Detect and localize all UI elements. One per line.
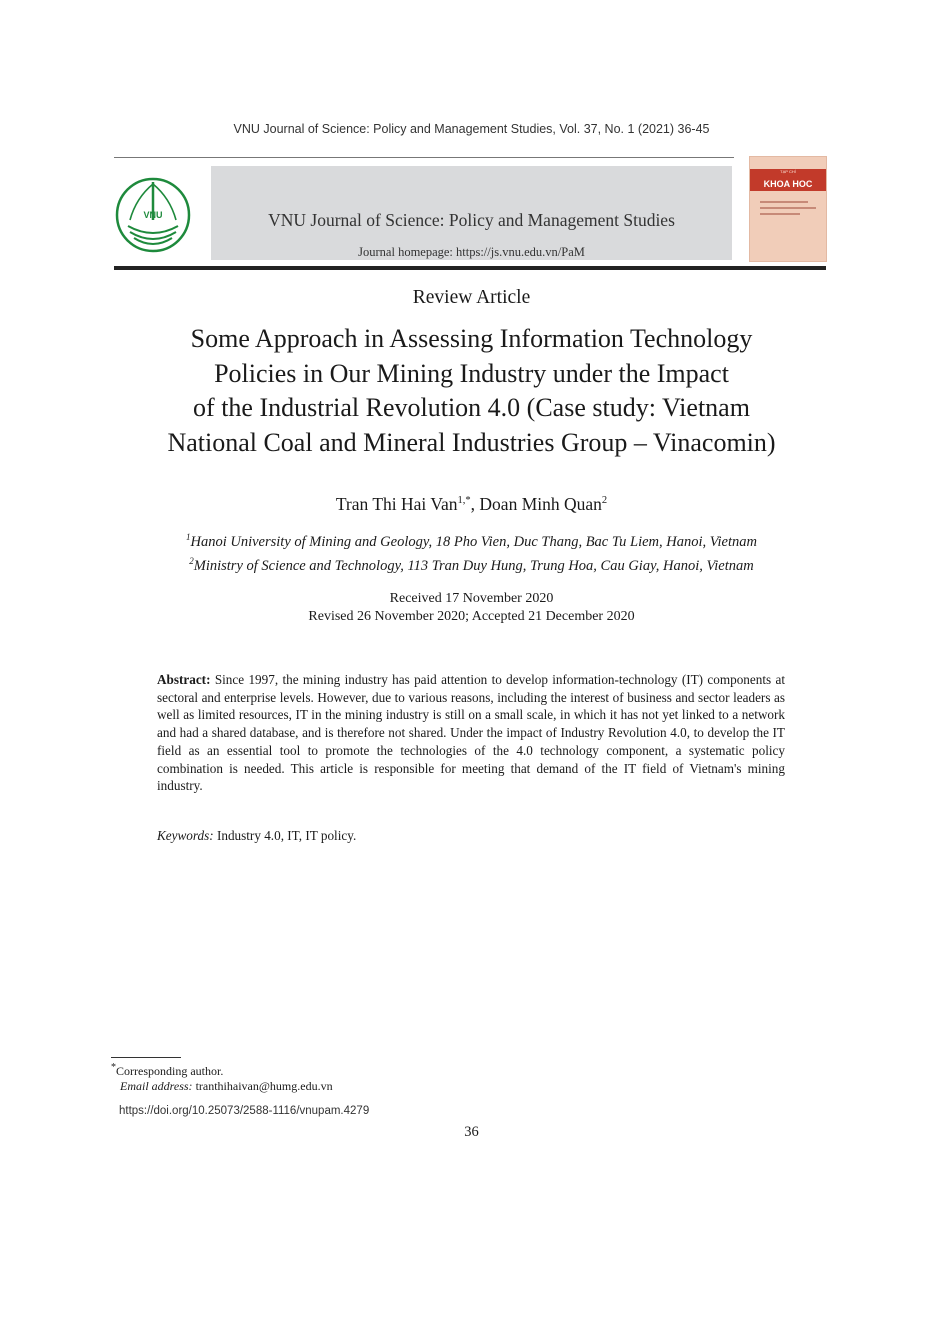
- footnote-email: [120, 1079, 333, 1094]
- author-affil-mark: 2: [601, 495, 608, 507]
- email-label: Email address:: [120, 1079, 193, 1093]
- authors: [0, 494, 943, 515]
- affiliation-mark: 2: [189, 556, 194, 566]
- article-type: Review Article: [412, 287, 531, 308]
- footnote-mark: *: [111, 1062, 116, 1073]
- abstract-label: Abstract:: [157, 672, 211, 687]
- keywords-text: Industry 4.0, IT, IT policy.: [216, 828, 357, 843]
- banner-bottom-rule: [114, 266, 826, 270]
- article-title: [100, 322, 843, 460]
- journal-cover-thumbnail: [750, 157, 826, 261]
- author-name: Tran Thi Hai Van: [335, 494, 458, 514]
- page-number: 36: [464, 1124, 479, 1140]
- title-line: Policies in Our Mining Industry under the Impact: [214, 358, 729, 388]
- affiliation-text: Ministry of Science and Technology, 113 Tran Duy Hung, Trung Hoa, Cau Giay, Hanoi, Vietnam: [193, 557, 754, 574]
- footnote-corresponding-text: Corresponding author.: [116, 1064, 224, 1078]
- banner-top-rule: [114, 157, 734, 158]
- footnote-rule: [111, 1057, 181, 1058]
- journal-banner: [114, 157, 826, 270]
- abstract-text: Since 1997, the mining industry has paid attention to develop information-technology (IT) components at sectoral and enterprise levels. However, due to various reasons, including the interest of business and sector leaders as well as limited resources, IT in the mining industry is still on a small scale, in which it has not yet linked to a network and had a shared database, and is therefore not shared. Under the impact of Industry Revolution 4.0, to develop the IT field as an essential tool to promote the technologies of the 4.0 technology component, a systematic policy combination is needed. This article is responsible for meeting that demand of the IT field of Vietnam's mining industry.: [157, 672, 785, 794]
- affiliation-2: [100, 556, 843, 575]
- journal-name: VNU Journal of Science: Policy and Management Studies: [268, 210, 675, 230]
- received-date: Received 17 November 2020: [389, 591, 554, 606]
- vnu-logo: [114, 176, 192, 254]
- keywords: [157, 828, 785, 844]
- affiliation-mark: 1: [185, 532, 191, 542]
- title-line: of the Industrial Revolution 4.0 (Case study: Vietnam: [193, 393, 750, 422]
- cover-title: KHOA HOC: [763, 179, 813, 189]
- footnote-corresponding: [111, 1062, 223, 1079]
- abstract: [157, 671, 785, 795]
- keywords-label: Keywords:: [157, 828, 214, 843]
- affiliation-1: [100, 532, 843, 551]
- cover-top-label: TẠP CHÍ: [780, 169, 796, 174]
- cover-line: [760, 201, 808, 203]
- title-line: National Coal and Mineral Industries Group – Vinacomin): [167, 427, 776, 457]
- affiliation-text: Hanoi University of Mining and Geology, 18 Pho Vien, Duc Thang, Bac Tu Liem, Hanoi, Vietnam: [190, 533, 757, 550]
- revised-accepted-date: Revised 26 November 2020; Accepted 21 December 2020: [308, 609, 635, 624]
- cover-line: [760, 207, 816, 209]
- vnu-logo-text: VNU: [143, 210, 163, 220]
- author-affil-mark: 1,*: [457, 495, 471, 507]
- author-name: Doan Minh Quan: [479, 494, 602, 514]
- author-separator: ,: [470, 494, 480, 514]
- journal-homepage: Journal homepage: https://js.vnu.edu.vn/PaM: [358, 245, 585, 259]
- banner-box: [211, 166, 732, 260]
- email-address[interactable]: tranthihaivan@humg.edu.vn: [195, 1079, 333, 1093]
- doi-link[interactable]: https://doi.org/10.25073/2588-1116/vnupam.4279: [119, 1105, 370, 1117]
- cover-line: [760, 213, 800, 215]
- title-line: Some Approach in Assessing Information Technology: [190, 324, 753, 353]
- running-head: VNU Journal of Science: Policy and Management Studies, Vol. 37, No. 1 (2021) 36-45: [233, 122, 710, 136]
